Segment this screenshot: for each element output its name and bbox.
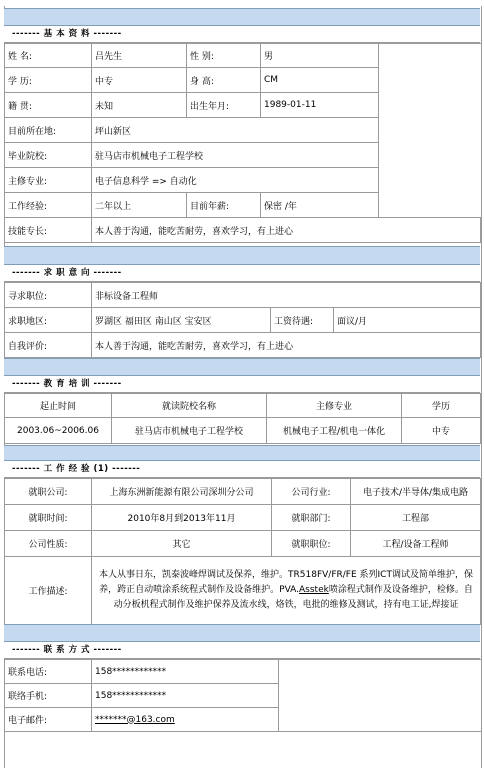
email-label: 电子邮件: xyxy=(5,708,92,732)
exp-label: 工作经验: xyxy=(5,193,92,218)
name-label: 姓 名: xyxy=(5,44,92,68)
intent-table xyxy=(4,282,481,358)
edu-header-time: 起止时间 xyxy=(5,394,112,418)
pay-label: 工资待遇: xyxy=(271,308,334,333)
education-section-title: ------- 教 育 培 训 ------- xyxy=(4,376,480,393)
dept-label: 就职部门: xyxy=(272,505,351,531)
contact-blank xyxy=(279,660,481,732)
height-value: CM xyxy=(261,68,379,93)
desc-label: 工作描述: xyxy=(5,557,92,625)
role-label: 就职职位: xyxy=(272,531,351,557)
gender-value: 男 xyxy=(261,44,379,68)
area-label: 求职地区: xyxy=(5,308,92,333)
nature-label: 公司性质: xyxy=(5,531,92,557)
location-value: 坪山新区 xyxy=(92,118,379,143)
height-label: 身 高: xyxy=(187,68,261,93)
origin-value: 未知 xyxy=(92,93,187,118)
birth-label: 出生年月: xyxy=(187,93,261,118)
basic-info-table xyxy=(4,43,481,243)
band-2 xyxy=(4,246,480,265)
band-3 xyxy=(4,358,480,376)
edu-label: 学 历: xyxy=(5,68,92,93)
edu-header-degree: 学历 xyxy=(402,394,481,418)
edu-header-major: 主修专业 xyxy=(267,394,402,418)
edu-school: 驻马店市机械电子工程学校 xyxy=(112,418,267,444)
dept-value: 工程部 xyxy=(351,505,481,531)
mobile-value: 158************ xyxy=(92,684,279,708)
name-value: 吕先生 xyxy=(92,44,187,68)
position-value: 非标设备工程师 xyxy=(92,283,481,308)
time-value: 2010年8月到2013年11月 xyxy=(92,505,272,531)
email-value[interactable]: *******@163.com xyxy=(92,708,279,732)
photo-area xyxy=(379,44,481,218)
edu-value: 中专 xyxy=(92,68,187,93)
contact-section-title: ------- 联 系 方 式 ------- xyxy=(4,642,480,659)
birth-value: 1989-01-11 xyxy=(261,93,379,118)
mobile-label: 联络手机: xyxy=(5,684,92,708)
salary-value: 保密 /年 xyxy=(261,193,379,218)
work-section-title: ------- 工 作 经 验 (1) ------- xyxy=(4,461,480,478)
industry-label: 公司行业: xyxy=(272,479,351,505)
edu-major: 机械电子工程/机电一体化 xyxy=(267,418,402,444)
school-value: 驻马店市机械电子工程学校 xyxy=(92,143,379,168)
origin-label: 籍 贯: xyxy=(5,93,92,118)
gender-label: 性 别: xyxy=(187,44,261,68)
edu-degree: 中专 xyxy=(402,418,481,444)
industry-value: 电子技术/半导体/集成电路 xyxy=(351,479,481,505)
company-label: 就职公司: xyxy=(5,479,92,505)
desc-text-1: 本人从事日东，凯泰波峰焊调试及保养，维护。TR518FV/FR/FE 系列ICT调试及简单维护，保养，跨正自动喷涂系统程式制作及设备维护。PVA. xyxy=(99,570,473,595)
phone-label: 联系电话: xyxy=(5,660,92,684)
edu-time: 2003.06~2006.06 xyxy=(5,418,112,444)
company-value: 上海东洲新能源有限公司深圳分公司 xyxy=(92,479,272,505)
contact-table xyxy=(4,659,481,732)
pay-value: 面议/月 xyxy=(334,308,481,333)
location-label: 目前所在地: xyxy=(5,118,92,143)
eval-label: 自我评价: xyxy=(5,333,92,358)
work-table xyxy=(4,478,481,625)
role-value: 工程/设备工程师 xyxy=(351,531,481,557)
basic-section-title: ------- 基 本 资 料 ------- xyxy=(4,26,480,43)
intent-section-title: ------- 求 职 意 向 ------- xyxy=(4,265,480,282)
phone-value: 158************ xyxy=(92,660,279,684)
area-value: 罗湖区 福田区 南山区 宝安区 xyxy=(92,308,271,333)
education-table xyxy=(4,393,481,444)
desc-text-2: Asstek xyxy=(299,585,329,595)
major-label: 主修专业: xyxy=(5,168,92,193)
position-label: 寻求职位: xyxy=(5,283,92,308)
edu-header-school: 就读院校名称 xyxy=(112,394,267,418)
skill-value: 本人善于沟通，能吃苦耐劳，喜欢学习，有上进心 xyxy=(92,218,481,243)
school-label: 毕业院校: xyxy=(5,143,92,168)
exp-value: 二年以上 xyxy=(92,193,187,218)
top-band xyxy=(4,8,480,26)
major-value: 电子信息科学 => 自动化 xyxy=(92,168,379,193)
band-5 xyxy=(4,624,480,642)
desc-value xyxy=(92,557,481,625)
salary-label: 目前年薪: xyxy=(187,193,261,218)
nature-value: 其它 xyxy=(92,531,272,557)
table-row xyxy=(5,418,481,444)
time-label: 就职时间: xyxy=(5,505,92,531)
skill-label: 技能专长: xyxy=(5,218,92,243)
desc-text-3: 喷涂程式制作及设备维护，检修。自动分板机程式制作及维护保养及流水线，烙铁，电批的维修及测试，持有电工证,焊接证 xyxy=(113,585,473,610)
band-4 xyxy=(4,445,480,461)
eval-value: 本人善于沟通，能吃苦耐劳，喜欢学习，有上进心 xyxy=(92,333,481,358)
